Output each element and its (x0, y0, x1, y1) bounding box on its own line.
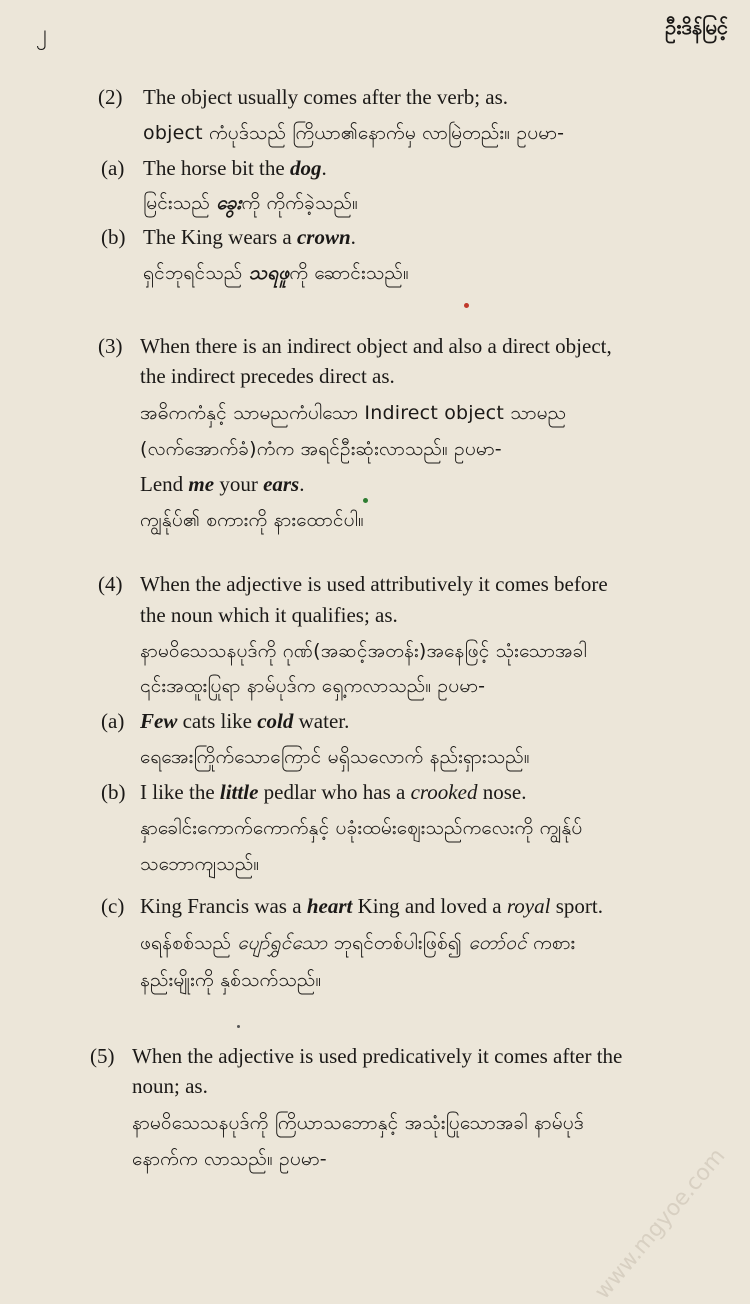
item-3-rule-burmese-1: အဓိကကံနှင့် သာမညကံပါသော Indirect object သာမည (140, 402, 567, 424)
example-label: (a) (101, 156, 125, 180)
scan-speck (464, 303, 469, 308)
example-label: (b) (101, 225, 126, 249)
item-number: (3) (98, 334, 123, 358)
item-4c-english: King Francis was a heart King and loved a royal sport. (140, 894, 603, 918)
item-number: (5) (90, 1044, 115, 1068)
item-2-rule-burmese: object ကံပုဒ်သည် ကြိယာ၏နောက်မှ လာမြဲတည်း။ ဥပမာ- (143, 122, 565, 144)
item-4b-english: I like the little pedlar who has a crooked nose. (140, 780, 527, 804)
example-label: (b) (101, 780, 126, 804)
page-number: ၂ (36, 20, 47, 45)
item-4a-burmese: ရေအေးကြိုက်သောကြောင် မရှိသလောက် နည်းရှားသည်။ (140, 746, 530, 768)
item-4-rule-burmese-2: ၎င်းအထူးပြုရာ နာမ်ပုဒ်က ရှေ့ကလာသည်။ ဥပမာ- (140, 675, 486, 697)
item-5-rule-english-1: When the adjective is used predicatively it comes after the (132, 1044, 623, 1068)
item-4c-burmese-1: ဖရန်စစ်သည် ပျော်ရွှင်သော ဘုရင်တစ်ပါးဖြစ်၍ တော်ဝင် ကစား (140, 932, 576, 954)
item-2b-burmese: ရှင်ဘုရင်သည် သရဖူကို ဆောင်းသည်။ (143, 262, 409, 284)
item-number: (2) (98, 85, 123, 109)
item-2b-english: The King wears a crown. (143, 225, 356, 249)
item-5-rule-burmese-2: နောက်က လာသည်။ ဥပမာ- (132, 1148, 327, 1170)
item-4-rule-english-2: the noun which it qualifies; as. (140, 603, 398, 627)
item-4-rule-burmese-1: နာမဝိသေသနပုဒ်ကို ဂုဏ်(အဆင့်အတန်း)အနေဖြင့် သုံးသောအခါ (140, 640, 587, 662)
watermark: www.mgyoe.com (589, 1143, 730, 1304)
item-3-rule-english-1: When there is an indirect object and also a direct object, (140, 334, 612, 358)
item-2a-burmese: မြင်းသည် ခွေးကို ကိုက်ခဲ့သည်။ (143, 192, 359, 214)
item-4c-burmese-2: နည်းမျိုးကို နှစ်သက်သည်။ (140, 969, 322, 991)
item-4b-burmese-1: နှာခေါင်းကောက်ကောက်နှင့် ပခုံးထမ်းဈေးသည်ကလေးကို ကျွန်ုပ် (140, 817, 583, 839)
item-5-rule-english-2: noun; as. (132, 1074, 208, 1098)
item-5-rule-burmese-1: နာမဝိသေသနပုဒ်ကို ကြိယာသဘောနှင့် အသုံးပြုသောအခါ နာမ်ပုဒ် (132, 1112, 584, 1134)
scan-speck (363, 498, 368, 503)
item-3-example-english: Lend me your ears. (140, 472, 305, 496)
item-4a-english: Few cats like cold water. (140, 709, 350, 733)
scan-speck (237, 1025, 240, 1028)
item-3-example-burmese: ကျွန်ုပ်၏ စကားကို နားထောင်ပါ။ (140, 509, 364, 531)
example-label: (c) (101, 894, 125, 918)
item-2a-english: The horse bit the dog. (143, 156, 327, 180)
item-4-rule-english-1: When the adjective is used attributively it comes before (140, 572, 608, 596)
item-3-rule-burmese-2: (လက်အောက်ခံ)ကံက အရင်ဦးဆုံးလာသည်။ ဥပမာ- (140, 438, 502, 460)
item-3-rule-english-2: the indirect precedes direct as. (140, 364, 395, 388)
item-4b-burmese-2: သဘောကျသည်။ (140, 853, 260, 875)
item-number: (4) (98, 572, 123, 596)
example-label: (a) (101, 709, 125, 733)
item-2-rule-english: The object usually comes after the verb; as. (143, 85, 509, 109)
running-header-author: ဦးဒိန်မြင့် (665, 15, 728, 39)
